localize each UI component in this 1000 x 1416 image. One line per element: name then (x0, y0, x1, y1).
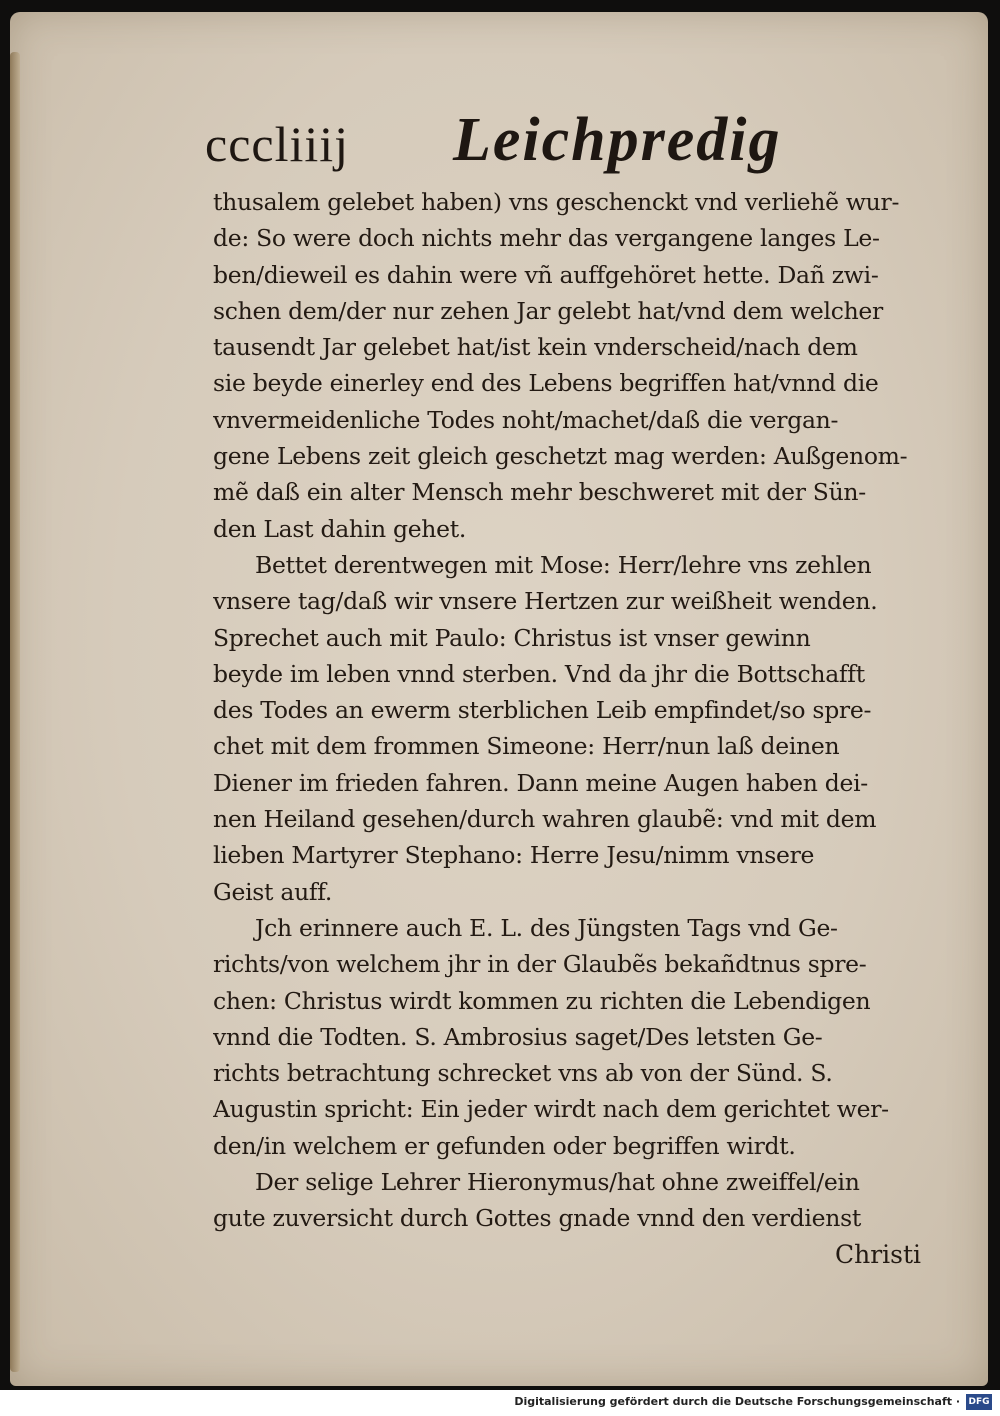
running-title: Leichpredig (453, 106, 782, 174)
text-line: sie beyde einerley end des Lebens begriffen hat/vnnd die (213, 369, 879, 398)
text-line: gute zuversicht durch Gottes gnade vnnd den verdienst (213, 1204, 861, 1233)
text-line: Augustin spricht: Ein jeder wirdt nach dem gerichtet wer- (213, 1095, 889, 1124)
text-line: thusalem gelebet haben) vns geschenckt vnd verliehẽ wur- (213, 188, 900, 216)
text-line: beyde im leben vnnd sterben. Vnd da jhr die Bottschafft (213, 659, 865, 688)
text-line: ben/dieweil es dahin were vñ auffgehöret hette. Dañ zwi- (213, 260, 879, 289)
text-line: Bettet derentwegen mit Mose: Herr/lehre vns zehlen (255, 550, 872, 579)
text-line: chet mit dem frommen Simeone: Herr/nun laß deinen (213, 732, 840, 761)
folio-number: cccliiij (205, 116, 350, 172)
text-line: nen Heiland gesehen/durch wahren glaubẽ: vnd mit dem (213, 805, 877, 834)
text-line: mẽ daß ein alter Mensch mehr beschweret mit der Sün- (213, 478, 866, 507)
text-line: Sprechet auch mit Paulo: Christus ist vnser gewinn (213, 623, 811, 652)
text-line: de: So were doch nichts mehr das vergangene langes Le- (213, 224, 880, 253)
funding-credit: Digitalisierung gefördert durch die Deutsche Forschungsgemeinschaft · (514, 1395, 960, 1408)
footer-bar (0, 1390, 1000, 1416)
text-line: Jch erinnere auch E. L. des Jüngsten Tags vnd Ge- (255, 913, 838, 942)
text-line: des Todes an ewerm sterblichen Leib empfindet/so spre- (213, 696, 872, 725)
catchword: Christi (835, 1240, 922, 1269)
text-line: vnvermeidenliche Todes noht/machet/daß die vergan- (213, 405, 839, 434)
text-line: den Last dahin gehet. (213, 514, 467, 543)
text-line: schen dem/der nur zehen Jar gelebt hat/vnd dem welcher (213, 296, 883, 325)
text-line: Geist auff. (213, 877, 333, 906)
text-line: richts/von welchem jhr in der Glaubẽs bekañdtnus spre- (213, 950, 867, 979)
text-line: gene Lebens zeit gleich geschetzt mag werden: Außgenom- (213, 442, 908, 471)
body-text (213, 184, 943, 1237)
text-line: Diener im frieden fahren. Dann meine Augen haben dei- (213, 768, 868, 797)
text-line: lieben Martyrer Stephano: Herre Jesu/nimm vnsere (213, 841, 815, 870)
dfg-logo-icon: DFG (966, 1394, 992, 1410)
running-head (205, 105, 782, 185)
text-line: richts betrachtung schrecket vns ab von der Sünd. S. (213, 1059, 833, 1088)
text-line: vnnd die Todten. S. Ambrosius saget/Des letsten Ge- (213, 1022, 823, 1051)
text-line: den/in welchem er gefunden oder begriffen wirdt. (213, 1131, 796, 1160)
text-line: Der selige Lehrer Hieronymus/hat ohne zweiffel/ein (255, 1168, 860, 1197)
page-edge (10, 52, 20, 1372)
text-line: chen: Christus wirdt kommen zu richten die Lebendigen (213, 986, 871, 1015)
text-line: tausendt Jar gelebet hat/ist kein vnderscheid/nach dem (213, 333, 858, 362)
text-line: vnsere tag/daß wir vnsere Hertzen zur weißheit wenden. (213, 587, 878, 616)
